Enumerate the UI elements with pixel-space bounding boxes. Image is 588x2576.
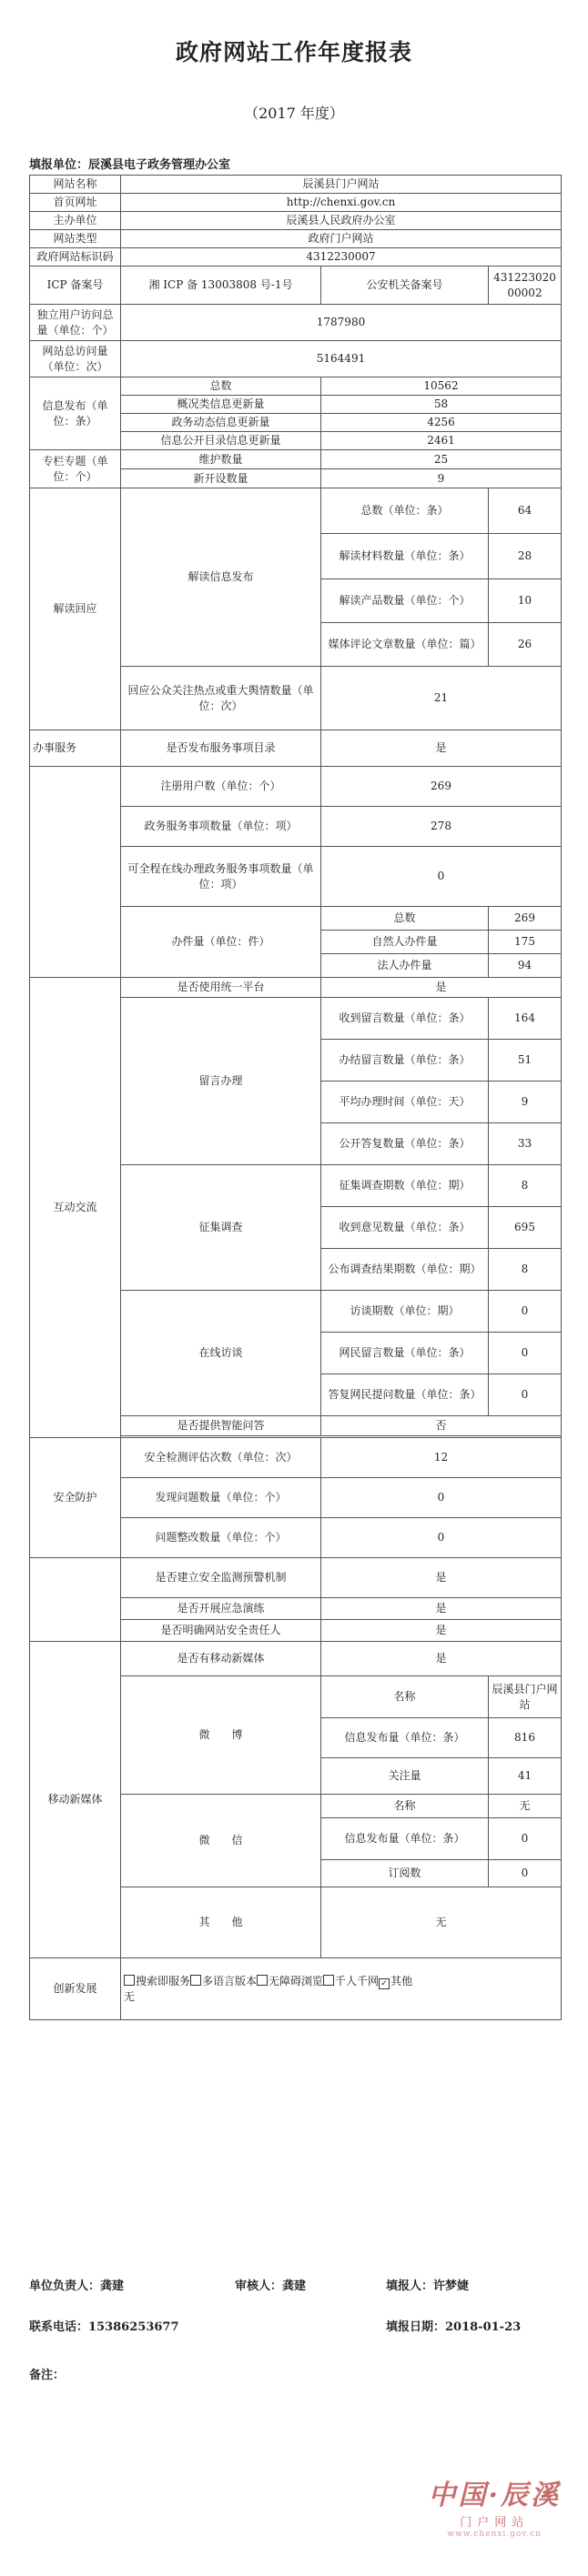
option-search-service[interactable]: 搜索即服务: [124, 1975, 190, 1987]
option-accessibility[interactable]: 无障碍浏览: [257, 1975, 323, 1987]
value: 湘 ICP 备 13003808 号-1号: [121, 267, 321, 305]
label: 安全检测评估次数（单位：次）: [121, 1438, 321, 1478]
value: 164: [489, 998, 562, 1040]
section-label: 创新发展: [30, 1958, 121, 2020]
value: 269: [489, 907, 562, 931]
value: 94: [489, 954, 562, 978]
label: 独立用户访问总量（单位：个）: [30, 305, 121, 341]
value: 43122302000002: [489, 267, 562, 305]
label: 法人办件量: [321, 954, 489, 978]
innovation-extra: 无: [124, 1989, 136, 2003]
label: 政务服务事项数量（单位：项）: [121, 807, 321, 847]
value: 8: [489, 1165, 562, 1207]
row-interp-total: [30, 488, 562, 534]
label: 政务动态信息更新量: [121, 414, 321, 432]
label: 总数（单位：条）: [321, 488, 489, 534]
page-title: 政府网站工作年度报表: [175, 39, 412, 65]
label: 可全程在线办理政务服务事项数量（单位：项）: [121, 847, 321, 907]
section-label: 专栏专题（单位：个）: [30, 450, 121, 488]
section-label: 安全防护: [30, 1438, 121, 1558]
row-site-name: [30, 176, 562, 194]
row-mobile-has: [30, 1642, 562, 1676]
label: 名称: [321, 1795, 489, 1818]
label: 自然人办件量: [321, 931, 489, 954]
sub-label: 解读信息发布: [121, 488, 321, 667]
value: 是: [321, 1558, 562, 1598]
label: 解读材料数量（单位：条）: [321, 534, 489, 579]
value: 9: [321, 469, 562, 488]
value: 58: [321, 396, 562, 414]
label: 总数: [321, 907, 489, 931]
value: 5164491: [121, 341, 562, 377]
label: 信息公开目录信息更新量: [121, 432, 321, 450]
label: 网站名称: [30, 176, 121, 194]
value: 9: [489, 1082, 562, 1123]
value: 是: [321, 1620, 562, 1642]
value: 0: [321, 1518, 562, 1558]
value: 政府门户网站: [121, 230, 562, 248]
row-service-users: [30, 767, 562, 807]
value: 21: [321, 667, 562, 730]
section-label: 办事服务: [30, 730, 121, 767]
innovation-options: [121, 1958, 562, 2020]
sub-label: 其 他: [121, 1887, 321, 1958]
value: 41: [489, 1758, 562, 1795]
label: 办结留言数量（单位：条）: [321, 1040, 489, 1082]
sub-label: 微 信: [121, 1795, 321, 1887]
label: 公布调查结果期数（单位：期）: [321, 1249, 489, 1291]
label: 平均办理时间（单位：天）: [321, 1082, 489, 1123]
contact-phone: 联系电话：15386253677: [29, 2320, 179, 2334]
value: 26: [489, 623, 562, 667]
label: 公安机关备案号: [321, 267, 489, 305]
value: 是: [321, 978, 562, 998]
checkbox-icon: [190, 1975, 201, 1986]
value: 2461: [321, 432, 562, 450]
home-url-link[interactable]: http://chenxi.gov.cn: [121, 194, 562, 212]
section-label: 互动交流: [30, 978, 121, 1438]
row-service-publish: [30, 730, 562, 767]
row-sec-check: [30, 1438, 562, 1478]
row-platform: [30, 978, 562, 998]
label: 网站类型: [30, 230, 121, 248]
row-topics-maint: [30, 450, 562, 469]
value: 33: [489, 1123, 562, 1165]
value: 0: [489, 1291, 562, 1333]
label: 信息发布量（单位：条）: [321, 1718, 489, 1758]
unit-leader: 单位负责人：龚建: [29, 2279, 125, 2293]
value: 28: [489, 534, 562, 579]
value: 否: [321, 1416, 562, 1436]
label: 网民留言数量（单位：条）: [321, 1333, 489, 1374]
value: 是: [321, 730, 562, 767]
checkbox-checked-icon: ✓: [379, 1978, 390, 1989]
value: 0: [321, 1478, 562, 1518]
sub-label: 微 博: [121, 1676, 321, 1795]
sub-label: 留言办理: [121, 998, 321, 1165]
option-personalized[interactable]: 千人千网: [323, 1975, 379, 1987]
label: 是否开展应急演练: [121, 1598, 321, 1620]
value: 10562: [321, 377, 562, 396]
label: 关注量: [321, 1758, 489, 1795]
label: 答复网民提问数量（单位：条）: [321, 1374, 489, 1416]
row-type: [30, 230, 562, 248]
value: 辰溪县门户网站: [489, 1676, 562, 1718]
label: 是否发布服务事项目录: [121, 730, 321, 767]
value: 25: [321, 450, 562, 469]
sub-label: 征集调查: [121, 1165, 321, 1291]
row-pv: [30, 341, 562, 377]
value: 12: [321, 1438, 562, 1478]
label: 是否建立安全监测预警机制: [121, 1558, 321, 1598]
value: 无: [321, 1887, 562, 1958]
label: 是否使用统一平台: [121, 978, 321, 998]
checkbox-icon: [257, 1975, 268, 1986]
report-table: [29, 175, 562, 2020]
label: 新开设数量: [121, 469, 321, 488]
value: 0: [321, 847, 562, 907]
value: 4256: [321, 414, 562, 432]
filler: 填报人：许梦婕: [386, 2279, 470, 2293]
label: 网站总访问量（单位：次）: [30, 341, 121, 377]
reviewer: 审核人：龚建: [235, 2279, 307, 2293]
section-label: 解读回应: [30, 488, 121, 730]
option-multilingual[interactable]: 多语言版本: [190, 1975, 257, 1987]
row-uv: [30, 305, 562, 341]
value: 是: [321, 1598, 562, 1620]
value: 0: [489, 1860, 562, 1887]
value: 695: [489, 1207, 562, 1249]
value: 0: [489, 1818, 562, 1860]
row-info-total: [30, 377, 562, 396]
row-host: [30, 212, 562, 230]
remarks: 备注：: [29, 2369, 66, 2382]
label: 是否明确网站安全责任人: [121, 1620, 321, 1642]
label: 概况类信息更新量: [121, 396, 321, 414]
value: 是: [321, 1642, 562, 1676]
label: 收到意见数量（单位：条）: [321, 1207, 489, 1249]
site-watermark-logo: 中国·辰溪 门户网站 www.chenxi.gov.cn: [428, 2480, 561, 2539]
section-label: 信息发布（单位：条）: [30, 377, 121, 450]
label: 问题整改数量（单位：个）: [121, 1518, 321, 1558]
label: 收到留言数量（单位：条）: [321, 998, 489, 1040]
label: 主办单位: [30, 212, 121, 230]
label: 解读产品数量（单位：个）: [321, 579, 489, 623]
value: 辰溪县人民政府办公室: [121, 212, 562, 230]
label: 公开答复数量（单位：条）: [321, 1123, 489, 1165]
label: 维护数量: [121, 450, 321, 469]
checkbox-icon: [323, 1975, 334, 1986]
label: 访谈期数（单位：期）: [321, 1291, 489, 1333]
row-sec-monitor: [30, 1558, 562, 1598]
sub-label: 在线访谈: [121, 1291, 321, 1416]
label: 名称: [321, 1676, 489, 1718]
value: 51: [489, 1040, 562, 1082]
value: 278: [321, 807, 562, 847]
checkbox-icon: [124, 1975, 135, 1986]
label: 信息发布量（单位：条）: [321, 1818, 489, 1860]
option-other[interactable]: ✓ 其他: [379, 1975, 412, 1987]
row-innovation: [30, 1958, 562, 2020]
value: 816: [489, 1718, 562, 1758]
value: 10: [489, 579, 562, 623]
value: 1787980: [121, 305, 562, 341]
value: 0: [489, 1333, 562, 1374]
report-year: （2017 年度）: [244, 105, 344, 122]
value: 8: [489, 1249, 562, 1291]
value: 4312230007: [121, 248, 562, 267]
label: 总数: [121, 377, 321, 396]
label: 发现问题数量（单位：个）: [121, 1478, 321, 1518]
label: 回应公众关注热点或重大舆情数量（单位：次）: [121, 667, 321, 730]
label: 政府网站标识码: [30, 248, 121, 267]
label: 订阅数: [321, 1860, 489, 1887]
value: 269: [321, 767, 562, 807]
row-icp: [30, 267, 562, 305]
label: ICP 备案号: [30, 267, 121, 305]
section-label: 移动新媒体: [30, 1642, 121, 1958]
value: 64: [489, 488, 562, 534]
label: 是否提供智能问答: [121, 1416, 321, 1436]
row-home-url: [30, 194, 562, 212]
fill-date: 填报日期：2018-01-23: [386, 2320, 522, 2334]
label: 是否有移动新媒体: [121, 1642, 321, 1676]
label: 首页网址: [30, 194, 121, 212]
label: 注册用户数（单位：个）: [121, 767, 321, 807]
sub-label: 办件量（单位：件）: [121, 907, 321, 978]
value: 0: [489, 1374, 562, 1416]
value: 175: [489, 931, 562, 954]
value: 辰溪县门户网站: [121, 176, 562, 194]
row-code: [30, 248, 562, 267]
value: 无: [489, 1795, 562, 1818]
filing-unit: 填报单位：辰溪县电子政务管理办公室: [29, 158, 231, 172]
label: 征集调查期数（单位：期）: [321, 1165, 489, 1207]
label: 媒体评论文章数量（单位：篇）: [321, 623, 489, 667]
